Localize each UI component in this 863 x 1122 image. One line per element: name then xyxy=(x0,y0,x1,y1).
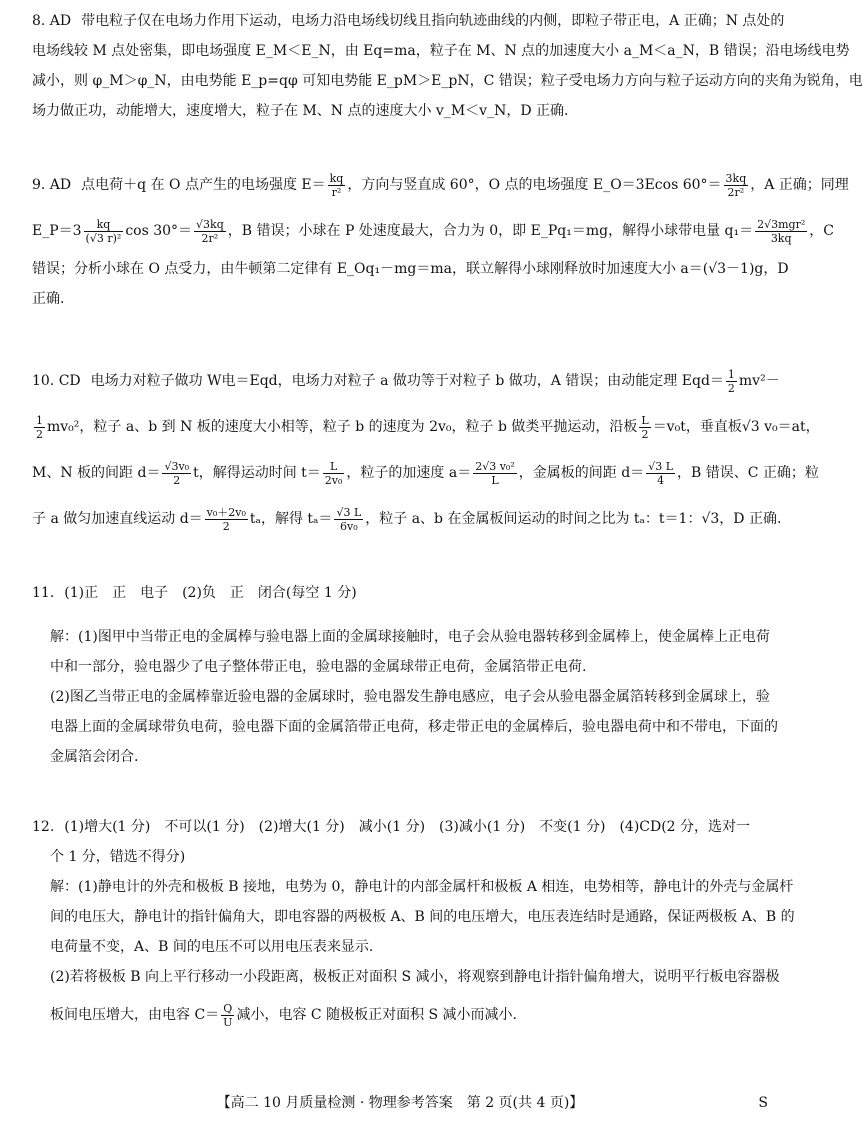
answer-12-number: 12. xyxy=(32,819,55,835)
fraction-num: √3 L xyxy=(648,459,673,473)
answer-9-line-4: 正确. xyxy=(32,291,65,307)
answer-9 xyxy=(32,162,849,314)
answer-8-line-2: 电场线较 M 点处密集，即电场强度 E_M＜E_N，由 Eq=ma，粒子在 M、N 点的加速度大小 a_M＜a_N，B 错误；沿电场线电势 xyxy=(32,43,850,59)
answer-11-line-4: 电器上面的金属球带负电荷，验电器下面的金属箔带正电荷，移走带正电的金属棒后，验电器电荷中和不带电，下面的 xyxy=(50,719,778,735)
fraction-den: U xyxy=(223,1015,233,1029)
fraction-num: 3kq xyxy=(725,171,747,185)
answer-9-text: ，方向与竖直成 60°，O 点的电场强度 E_O＝3Ecos 60°＝ xyxy=(347,177,722,193)
fraction-num: 2√3 v₀² xyxy=(475,459,515,473)
fraction xyxy=(473,460,517,487)
answer-11-line-5: 金属箔会闭合. xyxy=(50,749,139,765)
answer-10 xyxy=(32,358,820,542)
answer-9-line-3: 错误；分析小球在 O 点受力，由牛顿第二定律有 E_Oq₁－mg＝ma，联立解得小球刚释放时加速度大小 a＝(√3－1)g，D xyxy=(32,261,789,277)
fraction xyxy=(755,218,807,245)
answer-8 xyxy=(32,6,863,126)
answer-12-key-2: 个 1 分，错选不得分) xyxy=(50,849,186,865)
answer-10-text: t，解得运动时间 t＝ xyxy=(193,465,321,481)
fraction-den: 4 xyxy=(657,473,665,487)
fraction-num: 1 xyxy=(36,413,43,427)
page-footer xyxy=(0,1088,800,1118)
fraction-den: 3kq xyxy=(770,231,792,245)
answer-12-line-1: 解：(1)静电计的外壳和极板 B 接地，电势为 0，静电计的内部金属杆和极板 A 相连，电势相等，静电计的外壳与金属杆 xyxy=(50,879,794,895)
footer-flag: S xyxy=(758,1095,768,1111)
answer-9-text: ，C xyxy=(809,223,834,239)
fraction xyxy=(84,218,124,245)
answer-12-text: 减小，电容 C 随极板正对面积 S 减小而减小. xyxy=(236,1007,518,1023)
answer-9-text: ，A 正确；同理 xyxy=(750,177,849,193)
fraction-den: 2 xyxy=(222,519,230,533)
fraction-num: kq xyxy=(84,218,124,232)
footer-text: 【高二 10 月质量检测 · 物理参考答案 第 2 页(共 4 页)】 xyxy=(216,1095,584,1111)
answer-10-text: tₐ，解得 tₐ＝ xyxy=(249,511,333,527)
answer-11-line-1: 解：(1)图甲中当带正电的金属棒与验电器上面的金属球接触时，电子会从验电器转移到金属棒上，使金属棒上正电荷 xyxy=(50,629,770,645)
answer-9-number: 9. AD xyxy=(32,177,72,193)
answer-10-text: ＝v₀t，垂直板√3 v₀＝at， xyxy=(652,419,820,435)
answer-8-line-3: 减小，则 φ_M＞φ_N，由电势能 E_p=qφ 可知电势能 E_pM＞E_pN，C 错误；粒子受电场力方向与粒子运动方向的夹角为锐角，电 xyxy=(32,73,863,89)
fraction-den: r² xyxy=(331,185,342,199)
fraction xyxy=(724,172,749,199)
fraction-den: (√3 r)² xyxy=(85,231,122,245)
fraction-den: 2 xyxy=(727,381,735,395)
answer-9-text: cos 30°＝ xyxy=(125,223,193,239)
fraction-den: 2r² xyxy=(727,185,745,199)
answer-11 xyxy=(32,578,776,772)
answer-10-text: ，粒子 a、b 在金属板间运动的时间之比为 tₐ：t＝1：√3，D 正确. xyxy=(365,511,782,527)
fraction-den: L xyxy=(491,473,499,487)
answer-10-text: mv²－ xyxy=(738,373,780,389)
fraction xyxy=(323,460,345,487)
answer-11-line-2: 中和一部分，验电器少了电子整体带正电，验电器的金属球带正电荷，金属箔带正电荷. xyxy=(50,659,587,675)
fraction-num: L xyxy=(641,413,649,427)
answer-12 xyxy=(32,812,795,1038)
answer-11-line-3: (2)图乙当带正电的金属棒靠近验电器的金属球时，验电器发生静电感应，电子会从验电器金属箔转移到金属球上，验 xyxy=(50,689,770,705)
fraction-den: 2v₀ xyxy=(324,473,343,487)
fraction-den: 6v₀ xyxy=(340,519,358,533)
fraction-num: 2√3mgr² xyxy=(757,217,806,231)
fraction xyxy=(639,414,650,441)
answer-9-text: ，B 错误；小球在 P 处速度最大，合力为 0，即 E_Pq₁＝mg，解得小球带电量 q₁＝ xyxy=(227,223,754,239)
fraction-num: kq xyxy=(329,171,344,185)
answer-10-text: ，粒子的加速度 a＝ xyxy=(346,465,472,481)
answer-9-text: E_P＝3 xyxy=(32,223,82,239)
answer-10-text: ，B 错误、C 正确；粒 xyxy=(677,465,819,481)
fraction-num: v₀＋2v₀ xyxy=(206,505,246,519)
fraction xyxy=(205,506,248,533)
fraction xyxy=(726,368,737,395)
fraction xyxy=(646,460,675,487)
fraction-num: √3 L xyxy=(336,505,362,519)
fraction-num: √3kq xyxy=(196,217,224,231)
fraction-den: 2r² xyxy=(201,231,219,245)
answer-12-key: (1)增大(1 分) 不可以(1 分) (2)增大(1 分) 减小(1 分) (3)减小(1 分) 不变(1 分) (4)CD(2 分，选对一 xyxy=(64,819,751,835)
answer-11-key: (1)正 正 电子 (2)负 正 闭合(每空 1 分) xyxy=(64,585,357,601)
fraction-den: 2 xyxy=(36,427,43,441)
answer-10-text: ，金属板的间距 d＝ xyxy=(518,465,645,481)
answer-10-text: M、N 板的间距 d＝ xyxy=(32,465,161,481)
answer-10-number: 10. CD xyxy=(32,373,81,389)
answer-9-text: 点电荷＋q 在 O 点产生的电场强度 E＝ xyxy=(81,177,326,193)
answer-10-text: 子 a 做匀加速直线运动 d＝ xyxy=(32,511,203,527)
fraction xyxy=(334,506,363,533)
answer-12-line-4: (2)若将极板 B 向上平行移动一小段距离，极板正对面积 S 减小，将观察到静电计指针偏角增大，说明平行板电容器极 xyxy=(50,969,780,985)
fraction-num: 1 xyxy=(727,367,735,381)
answer-12-line-2: 间的电压大，静电计的指针偏角大，即电容器的两极板 A、B 间的电压增大，电压表连结时是通路，保证两极板 A、B 的 xyxy=(50,909,795,925)
fraction xyxy=(221,1002,234,1029)
answer-12-line-3: 电荷量不变，A、B 间的电压不可以用电压表来显示. xyxy=(50,939,374,955)
answer-11-number: 11. xyxy=(32,585,55,601)
fraction-num: L xyxy=(323,460,345,474)
answer-12-text: 板间电压增大，由电容 C＝ xyxy=(50,1007,220,1023)
fraction-num: Q xyxy=(221,1002,234,1016)
answer-8-number: 8. AD xyxy=(32,13,72,29)
answer-10-text: mv₀²，粒子 a、b 到 N 板的速度大小相等，粒子 b 的速度为 2v₀，粒子 b 做类平抛运动，沿板 xyxy=(47,419,638,435)
fraction xyxy=(328,172,346,199)
fraction-den: 2 xyxy=(641,427,649,441)
answer-8-line-4: 场力做正功，动能增大，速度增大，粒子在 M、N 点的速度大小 v_M＜v_N，D 正确. xyxy=(32,103,569,119)
answer-10-text: 电场力对粒子做功 W电＝Eqd，电场力对粒子 a 做功等于对粒子 b 做功，A 错误；由动能定理 Eqd＝ xyxy=(90,373,724,389)
fraction xyxy=(194,218,226,245)
fraction xyxy=(162,460,191,487)
fraction-num: √3v₀ xyxy=(164,459,190,473)
fraction-den: 2 xyxy=(173,473,181,487)
fraction xyxy=(34,414,45,441)
answer-8-line-1: 带电粒子仅在电场力作用下运动，电场力沿电场线切线且指向轨迹曲线的内侧，即粒子带正电，A 正确；N 点处的 xyxy=(81,13,785,29)
